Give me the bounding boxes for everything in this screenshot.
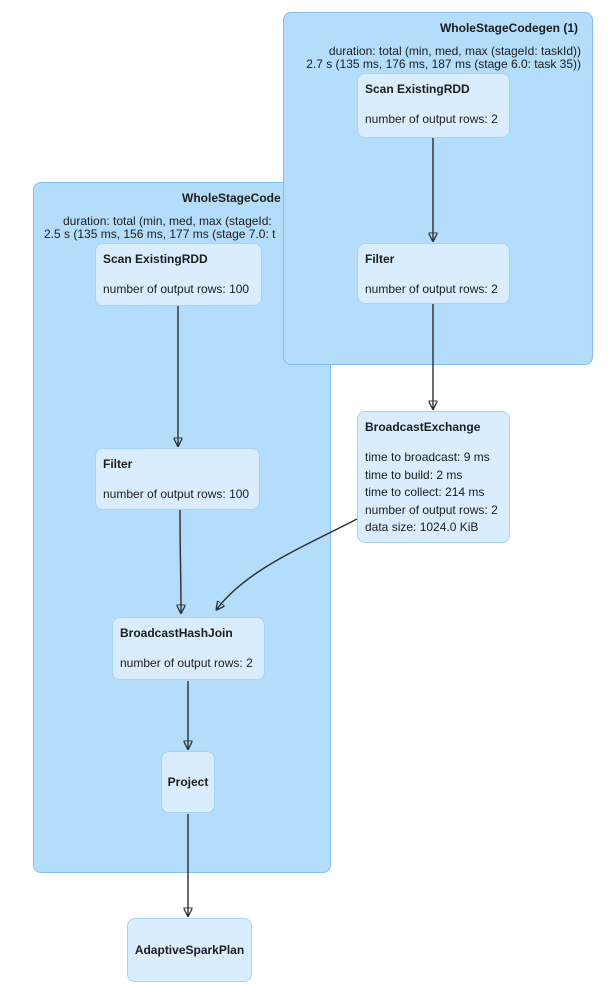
node-scan-existingrdd-1 — [357, 73, 510, 138]
node-metric: number of output rows: 2 — [120, 656, 253, 670]
node-title: Scan ExistingRDD — [103, 252, 208, 266]
node-metric: time to build: 2 ms — [365, 467, 463, 482]
node-metric: number of output rows: 100 — [103, 487, 250, 501]
node-metric: number of output rows: 2 — [365, 112, 498, 126]
node-title: BroadcastExchange — [365, 420, 481, 434]
cluster-1-duration-value: 2.7 s (135 ms, 176 ms, 187 ms (stage 6.0: task 35)) — [306, 57, 581, 71]
node-title: AdaptiveSparkPlan — [134, 943, 245, 957]
node-broadcast-exchange — [357, 411, 510, 543]
node-metric: time to broadcast: 9 ms — [365, 450, 490, 464]
node-title: Filter — [365, 252, 395, 266]
cluster-2-duration-value: 2.5 s (135 ms, 156 ms, 177 ms (stage 7.0: t — [44, 227, 276, 241]
cluster-2-title: WholeStageCode — [182, 191, 281, 205]
node-filter-1 — [357, 243, 510, 304]
node-title: Project — [167, 775, 209, 789]
node-filter-2 — [95, 448, 260, 510]
node-title: Filter — [103, 457, 133, 471]
node-title: Scan ExistingRDD — [365, 82, 470, 96]
node-project — [161, 751, 215, 813]
node-title: BroadcastHashJoin — [120, 626, 233, 640]
cluster-2-duration-label: duration: total (min, med, max (stageId: — [63, 214, 272, 228]
node-metric: time to collect: 214 ms — [365, 485, 485, 499]
cluster-wholestagecodegen-1 — [283, 12, 593, 365]
node-scan-existingrdd-2 — [95, 243, 262, 306]
node-broadcast-hash-join — [112, 617, 265, 680]
node-adaptive-spark-plan — [127, 918, 252, 982]
cluster-1-title: WholeStageCodegen (1) — [439, 21, 578, 35]
node-metric: data size: 1024.0 KiB — [365, 520, 479, 534]
node-metric: number of output rows: 100 — [103, 282, 250, 296]
node-metric: number of output rows: 2 — [365, 502, 498, 517]
node-metric: number of output rows: 2 — [365, 282, 498, 296]
cluster-1-duration-label: duration: total (min, med, max (stageId: taskId)) — [328, 44, 581, 58]
